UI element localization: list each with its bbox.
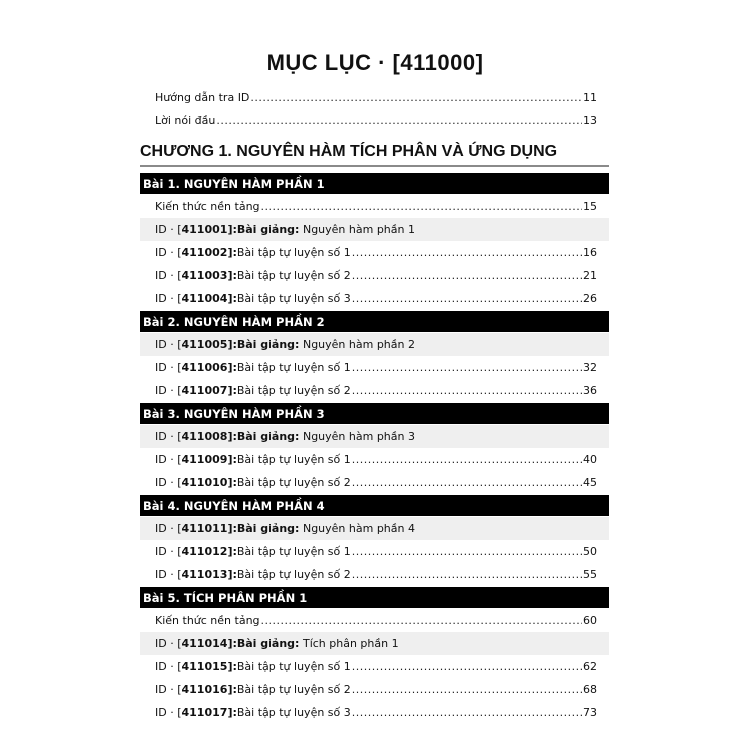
toc-entry[interactable] (140, 379, 609, 402)
entry-id: 411004 (181, 292, 228, 305)
entry-id: 411005 (181, 338, 228, 351)
toc-entry[interactable] (140, 241, 609, 264)
id-prefix: ID · [ (155, 545, 182, 558)
entry-id: 411015 (181, 660, 228, 673)
page-number: 73 (583, 706, 597, 719)
page-number: 21 (583, 269, 597, 282)
entry-text: Hướng dẫn tra ID (155, 91, 250, 104)
toc-entry[interactable] (140, 195, 609, 218)
entry-text: Nguyên hàm phần 2 (302, 338, 415, 351)
toc-entry[interactable] (140, 109, 609, 132)
id-suffix: ]: (227, 637, 237, 650)
page-number: 40 (583, 453, 597, 466)
id-prefix: ID · [ (155, 246, 182, 259)
toc-entry[interactable] (140, 218, 609, 241)
toc-sections (140, 172, 609, 724)
section-header: Bài 1. NGUYÊN HÀM PHẦN 1 (140, 173, 609, 194)
dot-leader (261, 614, 582, 627)
section-header: Bài 5. TÍCH PHÂN PHẦN 1 (140, 587, 609, 608)
toc-entry[interactable] (140, 609, 609, 632)
entry-text: Kiến thức nền tảng (155, 614, 260, 627)
page-number: 45 (583, 476, 597, 489)
id-suffix: ]: (227, 338, 237, 351)
id-suffix: ]: (227, 683, 237, 696)
entry-id: 411011 (181, 522, 228, 535)
toc-entry[interactable] (140, 356, 609, 379)
id-prefix: ID · [ (155, 269, 182, 282)
dot-leader (261, 200, 582, 213)
entry-id: 411006 (181, 361, 228, 374)
toc-entry[interactable] (140, 287, 609, 310)
id-suffix: ]: (227, 384, 237, 397)
entry-id: 411012 (181, 545, 228, 558)
toc-entry[interactable] (140, 678, 609, 701)
entry-text: Bài tập tự luyện số 1 (236, 545, 351, 558)
entry-id: 411016 (181, 683, 228, 696)
toc-entry[interactable] (140, 655, 609, 678)
toc-entry[interactable] (140, 333, 609, 356)
dot-leader (352, 545, 582, 558)
id-suffix: ]: (227, 430, 237, 443)
lecture-label: Bài giảng: (236, 637, 300, 650)
page-number: 50 (583, 545, 597, 558)
dot-leader (352, 361, 582, 374)
id-prefix: ID · [ (155, 292, 182, 305)
dot-leader (352, 453, 582, 466)
entry-id: 411007 (181, 384, 228, 397)
section-header: Bài 4. NGUYÊN HÀM PHẦN 4 (140, 495, 609, 516)
toc-entry[interactable] (140, 425, 609, 448)
dot-leader (352, 683, 582, 696)
entry-id: 411003 (181, 269, 228, 282)
toc-entry[interactable] (140, 471, 609, 494)
dot-leader (352, 660, 582, 673)
toc-entry[interactable] (140, 86, 609, 109)
page-number: 16 (583, 246, 597, 259)
entry-text: Bài tập tự luyện số 1 (236, 361, 351, 374)
dot-leader (352, 246, 582, 259)
entry-text: Kiến thức nền tảng (155, 200, 260, 213)
toc-entry[interactable] (140, 517, 609, 540)
toc-entry[interactable] (140, 448, 609, 471)
entry-text: Bài tập tự luyện số 1 (236, 246, 351, 259)
id-suffix: ]: (227, 246, 237, 259)
id-suffix: ]: (227, 453, 237, 466)
id-suffix: ]: (227, 476, 237, 489)
toc-entry[interactable] (140, 701, 609, 724)
entry-text: Lời nói đầu (155, 114, 216, 127)
page-number: 26 (583, 292, 597, 305)
toc-entry[interactable] (140, 563, 609, 586)
id-suffix: ]: (227, 223, 237, 236)
lecture-label: Bài giảng: (236, 522, 300, 535)
entry-text: Nguyên hàm phần 4 (302, 522, 415, 535)
id-prefix: ID · [ (155, 453, 182, 466)
id-suffix: ]: (227, 269, 237, 282)
id-prefix: ID · [ (155, 223, 182, 236)
toc-entry[interactable] (140, 264, 609, 287)
toc-entry[interactable] (140, 540, 609, 563)
intro-list (140, 86, 609, 132)
page-number: 36 (583, 384, 597, 397)
id-prefix: ID · [ (155, 637, 182, 650)
id-prefix: ID · [ (155, 660, 182, 673)
dot-leader (352, 568, 582, 581)
entry-id: 411008 (181, 430, 228, 443)
lecture-label: Bài giảng: (236, 223, 300, 236)
id-prefix: ID · [ (155, 361, 182, 374)
id-prefix: ID · [ (155, 568, 182, 581)
id-suffix: ]: (227, 706, 237, 719)
entry-text: Bài tập tự luyện số 3 (236, 292, 351, 305)
id-prefix: ID · [ (155, 522, 182, 535)
id-prefix: ID · [ (155, 476, 182, 489)
page-number: 60 (583, 614, 597, 627)
dot-leader (352, 269, 582, 282)
entry-text: Nguyên hàm phần 3 (302, 430, 415, 443)
dot-leader (216, 114, 582, 127)
chapter-title: CHƯƠNG 1. NGUYÊN HÀM TÍCH PHÂN VÀ ỨNG DỤNG (140, 142, 609, 167)
entry-text: Bài tập tự luyện số 1 (236, 660, 351, 673)
entry-text: Tích phân phần 1 (302, 637, 399, 650)
id-suffix: ]: (227, 361, 237, 374)
section-header: Bài 2. NGUYÊN HÀM PHẦN 2 (140, 311, 609, 332)
id-prefix: ID · [ (155, 706, 182, 719)
page-number: 15 (583, 200, 597, 213)
entry-id: 411013 (181, 568, 228, 581)
entry-id: 411001 (181, 223, 228, 236)
page-number: 68 (583, 683, 597, 696)
id-suffix: ]: (227, 522, 237, 535)
entry-text: Bài tập tự luyện số 2 (236, 683, 351, 696)
toc-entry[interactable] (140, 632, 609, 655)
page-number: 32 (583, 361, 597, 374)
id-suffix: ]: (227, 568, 237, 581)
page-number: 11 (583, 91, 597, 104)
page-number: 62 (583, 660, 597, 673)
id-suffix: ]: (227, 545, 237, 558)
section-header: Bài 3. NGUYÊN HÀM PHẦN 3 (140, 403, 609, 424)
entry-id: 411009 (181, 453, 228, 466)
entry-text: Bài tập tự luyện số 2 (236, 269, 351, 282)
entry-text: Bài tập tự luyện số 1 (236, 453, 351, 466)
dot-leader (352, 476, 582, 489)
id-prefix: ID · [ (155, 338, 182, 351)
id-prefix: ID · [ (155, 384, 182, 397)
entry-text: Bài tập tự luyện số 3 (236, 706, 351, 719)
id-prefix: ID · [ (155, 683, 182, 696)
dot-leader (352, 706, 582, 719)
lecture-label: Bài giảng: (236, 338, 300, 351)
entry-id: 411002 (181, 246, 228, 259)
dot-leader (352, 292, 582, 305)
dot-leader (250, 91, 582, 104)
entry-id: 411014 (181, 637, 228, 650)
id-prefix: ID · [ (155, 430, 182, 443)
lecture-label: Bài giảng: (236, 430, 300, 443)
dot-leader (352, 384, 582, 397)
entry-text: Bài tập tự luyện số 2 (236, 568, 351, 581)
entry-text: Bài tập tự luyện số 2 (236, 384, 351, 397)
page-title: MỤC LỤC · [411000] (266, 50, 484, 75)
entry-id: 411017 (181, 706, 228, 719)
page-number: 13 (583, 114, 597, 127)
entry-id: 411010 (181, 476, 228, 489)
entry-text: Nguyên hàm phần 1 (302, 223, 415, 236)
entry-text: Bài tập tự luyện số 2 (236, 476, 351, 489)
page-number: 55 (583, 568, 597, 581)
id-suffix: ]: (227, 660, 237, 673)
id-suffix: ]: (227, 292, 237, 305)
